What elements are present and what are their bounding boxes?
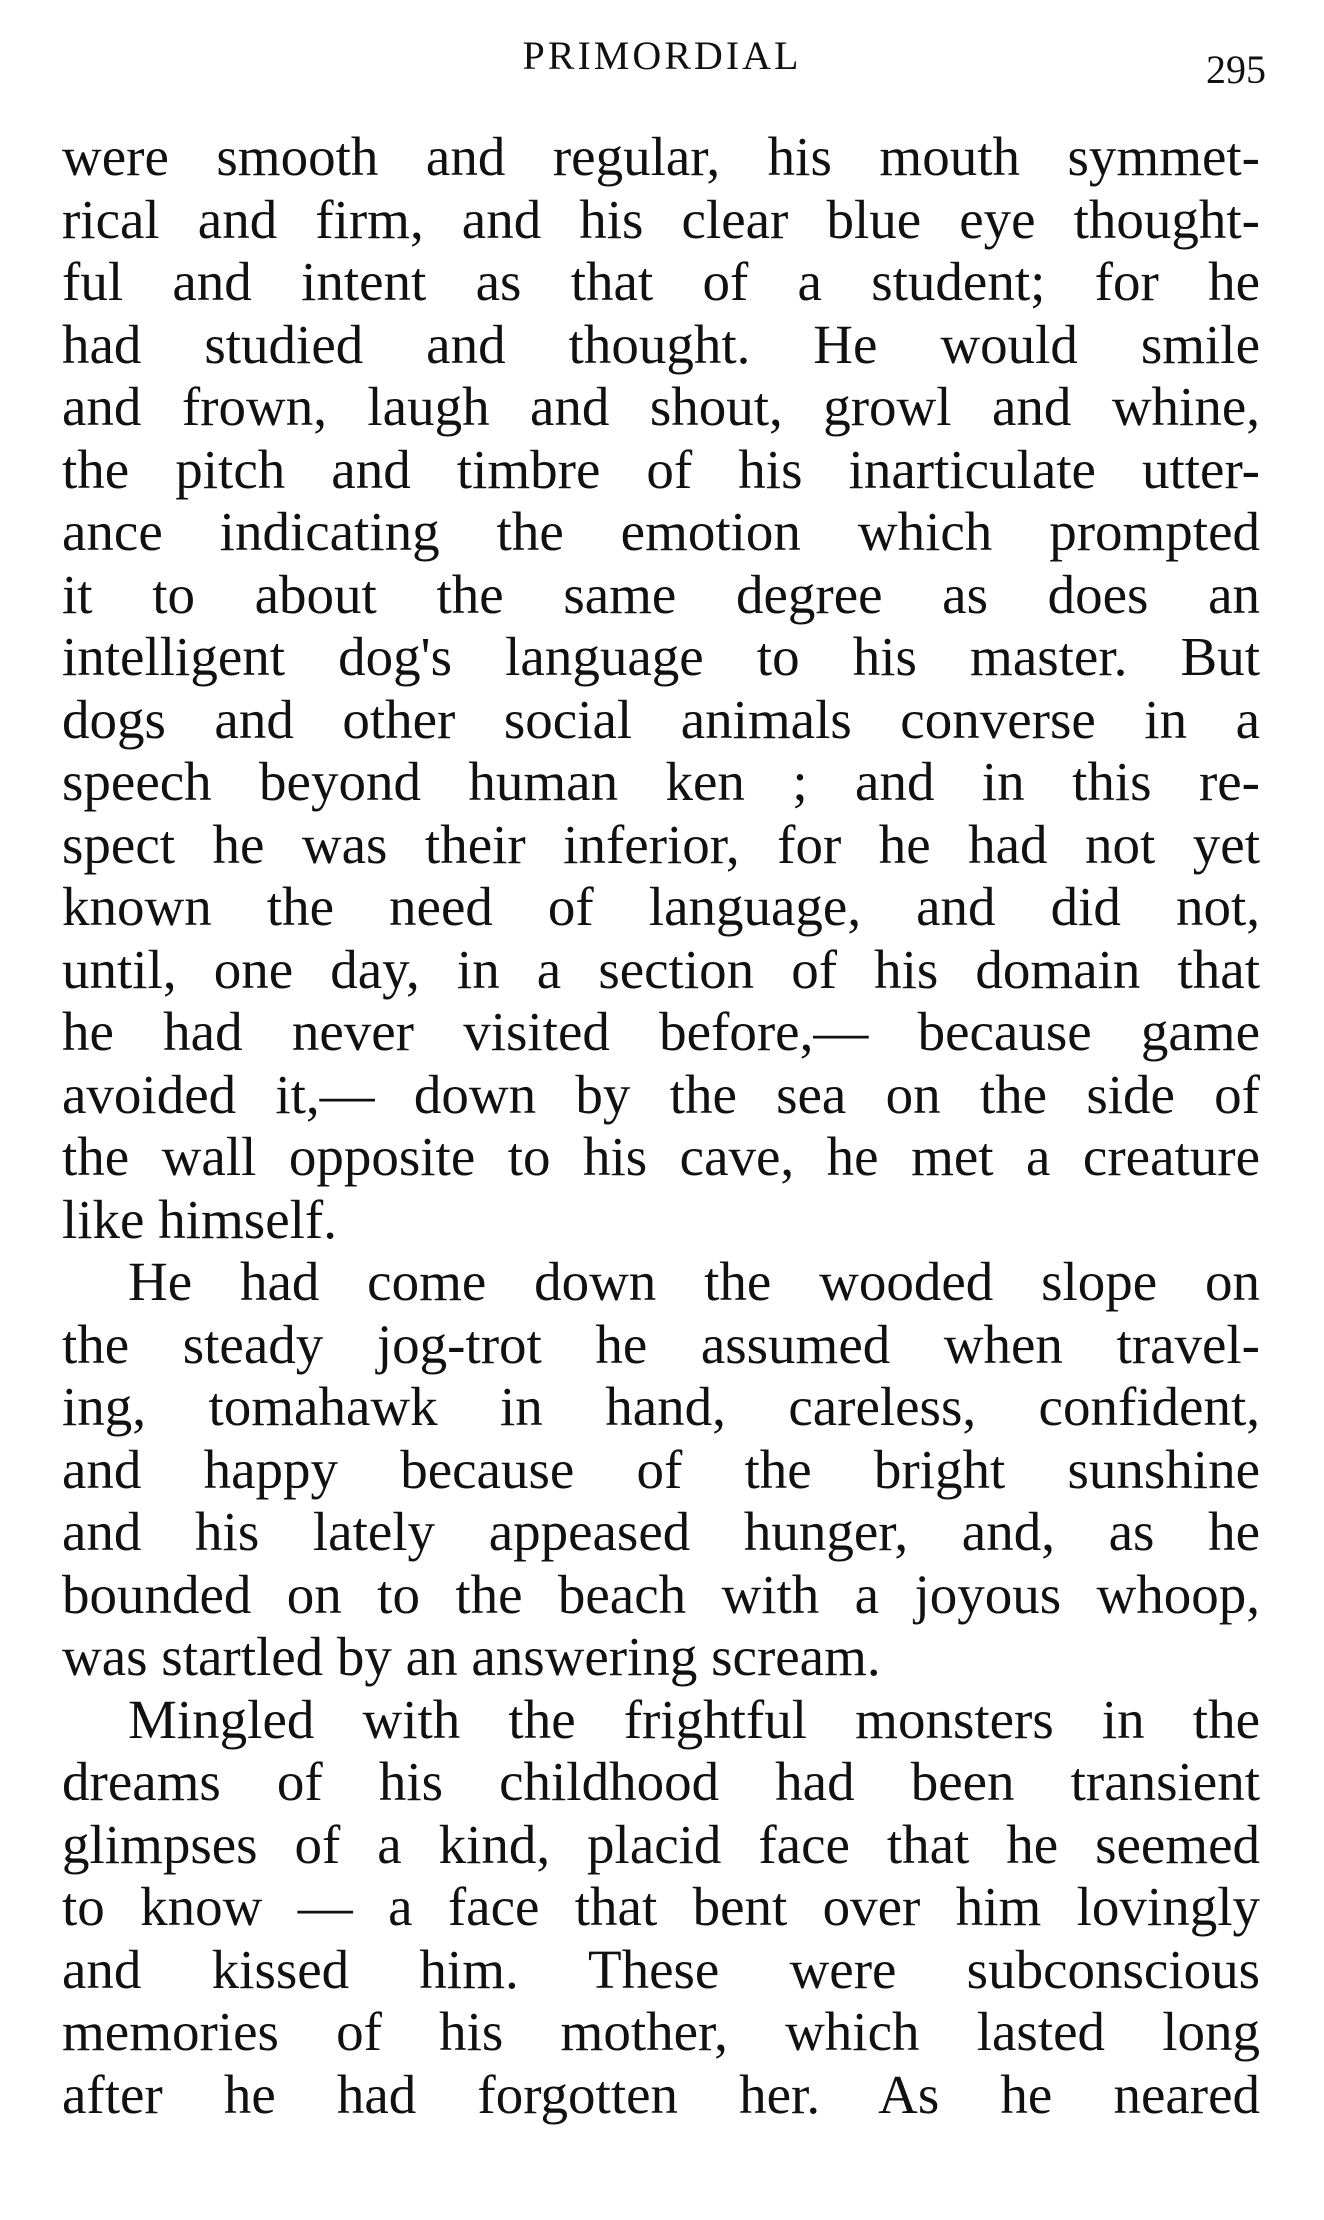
page-number: 295 <box>1206 47 1266 92</box>
text-line: and kissed him. These were subconscious <box>62 1938 1260 2000</box>
text-line: the pitch and timbre of his inarticulate utter- <box>62 438 1260 500</box>
text-line: spect he was their inferior, for he had not yet <box>62 813 1260 875</box>
text-line: intelligent dog's language to his master. But <box>62 626 1260 687</box>
text-line: rical and firm, and his clear blue eye thought- <box>62 188 1260 250</box>
text-line: speech beyond human ken ; and in this re- <box>62 751 1260 812</box>
text-line: and frown, laugh and shout, growl and whine, <box>62 376 1260 437</box>
text-line: had studied and thought. He would smile <box>62 313 1260 375</box>
paragraph <box>62 126 1260 1251</box>
text-line: to know — a face that bent over him lovingly <box>62 1876 1260 1937</box>
text-line: and his lately appeased hunger, and, as he <box>62 1501 1260 1562</box>
text-line: ing, tomahawk in hand, careless, confident, <box>62 1376 1260 1437</box>
text-line: it to about the same degree as does an <box>62 563 1260 625</box>
text-line: bounded on to the beach with a joyous whoop, <box>62 1563 1260 1625</box>
text-line: ance indicating the emotion which prompted <box>62 501 1260 562</box>
text-line: glimpses of a kind, placid face that he seemed <box>62 1813 1260 1875</box>
body-text <box>62 126 1260 2126</box>
text-line: was startled by an answering scream. <box>62 1626 881 1687</box>
text-line: the steady jog-trot he assumed when travel- <box>62 1313 1260 1375</box>
text-line: dogs and other social animals converse in a <box>62 688 1260 750</box>
text-line: ful and intent as that of a student; for he <box>62 251 1260 312</box>
paragraph <box>62 1251 1260 1689</box>
text-line: avoided it,— down by the sea on the side of <box>62 1063 1260 1125</box>
running-title: PRIMORDIAL <box>522 33 802 78</box>
text-line: memories of his mother, which lasted long <box>62 2001 1260 2062</box>
text-line: after he had forgotten her. As he neared <box>62 2063 1260 2125</box>
text-line: dreams of his childhood had been transient <box>62 1751 1260 1812</box>
text-line: until, one day, in a section of his domain that <box>62 938 1260 1000</box>
text-line: were smooth and regular, his mouth symmet- <box>62 126 1260 187</box>
text-line: known the need of language, and did not, <box>62 876 1260 937</box>
text-line: he had never visited before,— because game <box>62 1001 1260 1062</box>
paragraph <box>62 1689 1260 2127</box>
text-line: the wall opposite to his cave, he met a creature <box>62 1126 1260 1187</box>
text-line: Mingled with the frightful monsters in the <box>128 1688 1260 1750</box>
text-line: and happy because of the bright sunshine <box>62 1438 1260 1500</box>
text-line: He had come down the wooded slope on <box>128 1251 1260 1312</box>
running-header <box>0 26 1324 92</box>
text-line: like himself. <box>62 1188 337 1250</box>
